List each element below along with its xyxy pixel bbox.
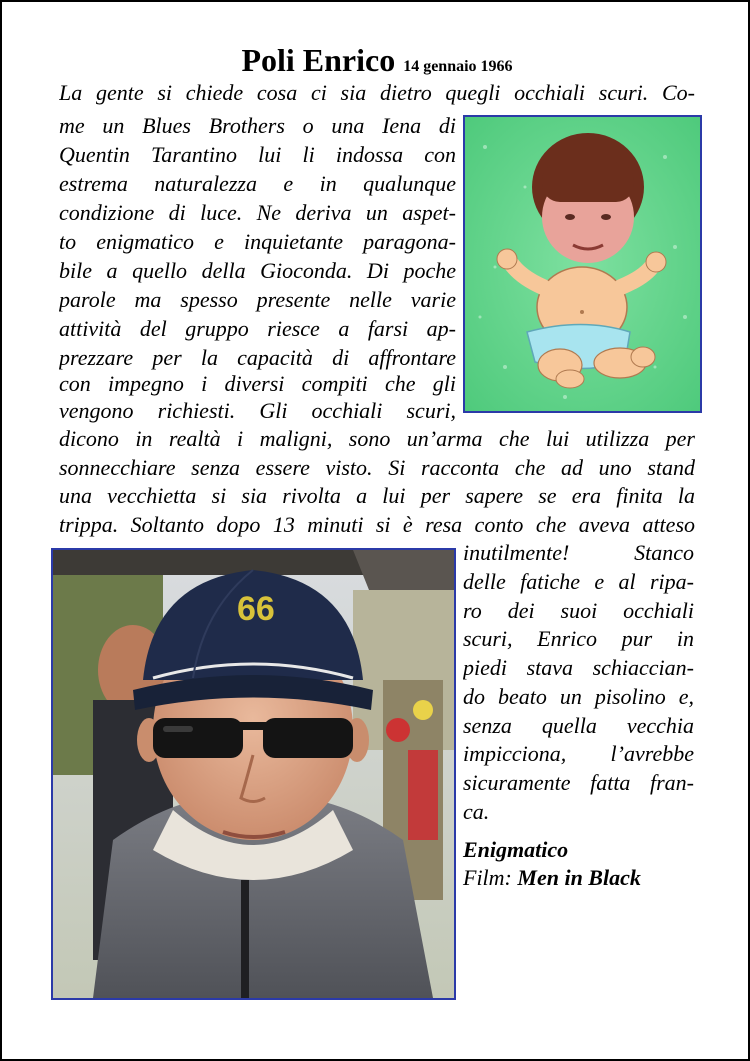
body-line: delle fatiche e al ripa- <box>463 569 694 594</box>
body-line: scuri, Enrico pur in <box>463 626 694 651</box>
body-line: inutilmente! Stanco <box>463 540 694 565</box>
film-label: Film: <box>463 865 512 890</box>
cap-number: 66 <box>237 590 275 628</box>
body-line: to enigmatico e inquietante paragona- <box>59 229 456 254</box>
body-line: ro dei suoi occhiali <box>463 598 694 623</box>
body-line: piedi stava schiaccian- <box>463 655 694 680</box>
body-line: do beato un pisolino e, <box>463 684 694 709</box>
body-line: prezzare per la capacità di affrontare <box>59 345 456 370</box>
body-line: me un Blues Brothers o una Iena di <box>59 113 456 138</box>
body-line: vengono richiesti. Gli occhiali scuri, <box>59 398 456 423</box>
body-line: condizione di luce. Ne deriva un aspet- <box>59 200 456 225</box>
film-title: Men in Black <box>517 865 641 890</box>
body-line: con impegno i diversi compiti che gli <box>59 371 456 396</box>
portrait-photo <box>51 548 456 1000</box>
body-line: senza quella vecchia <box>463 713 694 738</box>
body-line: bile a quello della Gioconda. Di poche <box>59 258 456 283</box>
body-line: sonnecchiare senza essere visto. Si racconta che ad uno stand <box>59 455 695 480</box>
body-line: sicuramente fatta fran- <box>463 770 694 795</box>
birth-date: 14 gennaio 1966 <box>403 58 513 75</box>
trait-label: Enigmatico <box>463 837 569 862</box>
film-line <box>463 864 641 892</box>
body-line: Quentin Tarantino lui li indossa con <box>59 142 456 167</box>
body-line: ca. <box>463 799 490 824</box>
portrait-drawing <box>53 550 454 998</box>
trait-block <box>463 836 641 892</box>
body-line: trippa. Soltanto dopo 13 minuti si è resa conto che aveva atteso <box>59 512 695 537</box>
body-line: impicciona, l’avrebbe <box>463 741 694 766</box>
body-line: attività del gruppo riesce a farsi ap- <box>59 316 456 341</box>
body-line: parole ma spesso presente nelle varie <box>59 287 456 312</box>
person-name: Poli Enrico <box>241 42 396 78</box>
body-line: La gente si chiede cosa ci sia dietro quegli occhiali scuri. Co- <box>59 80 695 105</box>
cartoon-baby-drawing <box>465 117 700 411</box>
cartoon-baby-image <box>463 115 702 413</box>
body-line: estrema naturalezza e in qualunque <box>59 171 456 196</box>
body-line: una vecchietta si sia rivolta a lui per sapere se era finita la <box>59 483 695 508</box>
body-line: dicono in realtà i maligni, sono un’arma che lui utilizza per <box>59 426 695 451</box>
